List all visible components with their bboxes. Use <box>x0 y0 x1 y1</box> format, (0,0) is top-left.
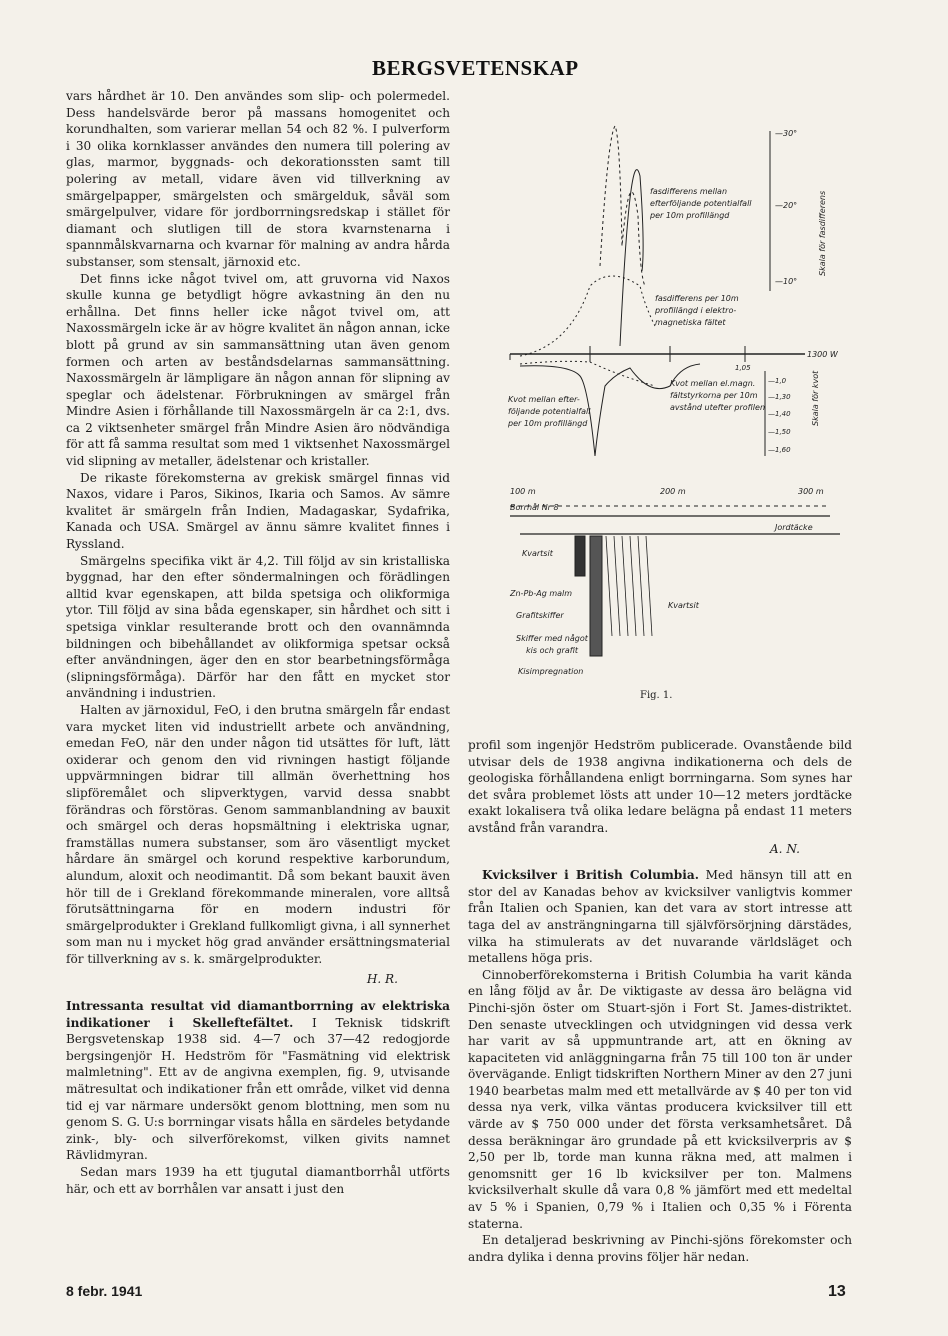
dist-100: 100 m <box>510 487 536 496</box>
tick-1-05: 1,05 <box>735 364 751 372</box>
borehole-label: Borrhål Nr 8 <box>510 503 559 512</box>
ore-body <box>590 536 602 656</box>
dist-200: 200 m <box>660 487 686 496</box>
figure-caption: Fig. 1. <box>640 690 673 701</box>
article-headline: Intressanta resultat vid diamantborrning av elektriska indikationer i Skelleftefältet. <box>66 999 450 1030</box>
article-lead: I Teknisk tidskrift Bergsvetenskap 1938 sid. 4—7 och 37—42 redogjorde bergsingenjör H. Hedström för "Fasmätning vid elektrisk malmletning". Ett av de angivna exemplen, fig. 9, utvisande mätresultat och indikationer från ett område, vilket vid denna tid ej var närmare undersökt genom blottning, men som nu genom S. G. U:s borrningar visats hålla en särdeles betydande zink-, bly- och silverförekomst, vilken givits namnet Rävlidmyran. <box>66 1015 450 1163</box>
paragraph: Cinnoberförekomsterna i British Columbia ha varit kända en lång följd av år. De viktigaste av dessa äro belägna vid Pinchi-sjön öster om Stuart-sjön i Fort St. James-distriktet. Den senaste utvecklingen och utvidgningen vid dessa verk har varit av så uppmuntrande art, att en ökning av kapaciteten vid anläggningarna från 75 till 100 ton är under övervägande. Enligt tidskriften Northern Miner av den 27 juni 1940 bearbetas malm med ett metallvärde av $ 40 per ton vid dessa nya verk, vilka väntas producera kvicksilver till ett värde av $ 750 000 under det första verksamhetsåret. Då dessa beräkningar äro grundade på ett kvicksilverpris av $ 2,50 per lb, torde man kunna räkna med, att malmen i genomsnitt ger 16 lb kvicksilver per ton. Malmens kvicksilverhalt skulle då vara 0,8 % jämfört med ett medeltal av 5 % i Spanien, 0,79 % i Italien och 0,35 % i Förenta staterna. <box>468 967 852 1231</box>
tick-1-30: —1,30 <box>768 393 791 401</box>
paragraph: Halten av järnoxidul, FeO, i den brutna smärgeln får endast vara mycket liten vid industriellt arbete och användning, emedan FeO, när den under någon tid utsättes för luft, lätt oxiderar och genom den vid rivningen hastigt följande uppvärmningen bidrar till allmän överhettning hos slipföremålet och slipverktygen, varvid dessa snabbt förändras och förstöras. Genom sammanblandning av bauxit och smärgel och deras hopsmältning i elektriska ugnar, framställas numera substanser, som äro väsentligt mycket hårdare än smärgel och korund respektive karborundum, alundum, aloxit och neodimantit. Då som bekant bauxit även hör till de i Grekland förekommande mineralen, vore alltså förutsättningarna för en modern industri för smärgelprodukter i Grekland fullkomligt givna, i all synnerhet som man nu i mycket hög grad använder ersättningsmaterial för tillverkning av s. k. smärgelprodukter. <box>66 702 450 966</box>
mid-label-3: magnetiska fältet <box>655 318 726 327</box>
ore-label: Zn-Pb-Ag malm <box>510 589 573 598</box>
slate-label-1: Skiffer med något <box>516 634 588 643</box>
graphite-slate-hatch <box>606 536 652 636</box>
ratio-right-1: Kvot mellan el.magn. <box>670 379 756 388</box>
issue-date: 8 febr. 1941 <box>66 1283 143 1299</box>
mid-label-1: fasdifferens per 10m <box>655 294 739 303</box>
tick-1-60: —1,60 <box>768 446 791 454</box>
left-column <box>66 88 450 1197</box>
page-number: 13 <box>828 1283 846 1300</box>
tick-1-0: —1,0 <box>768 377 787 385</box>
article-lead: Med hänsyn till att en stor del av Kanadas behov av kvicksilver vanligtvis kommer från Italien och Spanien, kan det vara av stort intresse att taga del av ansträngningarna till självförsörjning därstädes, vilka ha stimulerats av det nuvarande världsläget och metallens höga pris. <box>468 868 852 966</box>
tick-1-50: —1,50 <box>768 428 791 436</box>
slate-label-2: kis och grafit <box>526 646 579 655</box>
upper-scale-label: Skala för fasdifferens <box>818 190 827 276</box>
ratio-left-3: per 10m profillängd <box>508 419 588 428</box>
signature: H. R. <box>366 972 398 987</box>
right-column <box>468 737 852 1265</box>
phase-label-1: fasdifferens mellan <box>650 187 728 196</box>
geophysical-diagram <box>480 96 860 696</box>
tick-10: —10° <box>775 277 798 286</box>
ratio-left-1: Kvot mellan efter- <box>508 395 580 404</box>
ore-body <box>575 536 585 576</box>
quartzite-left-label: Kvartsit <box>522 549 553 558</box>
paragraph: Det finns icke något tvivel om, att gruvorna vid Naxos skulle kunna ge betydligt högre avkastning än den nu erhållna. Det finns heller icke något tvivel om, att Naxossmärgeln icke är av högre kvalitet än någon annan, icke blott på grund av sin sammansättning utan även genom formen och arten av beståndsdelarnas sammansättning. Naxossmärgeln är lämpligare än någon annan för slipning av speglar och ädelstenar. Förbrukningen av smärgel från Mindre Asien i förhållande till Naxossmärgeln är ca 2:1, dvs. ca 2 viktsenheter smärgel från Mindre Asien äro nödvändiga för att få samma resultat som med 1 viktsenhet Naxossmärgel vid slipning av metaller, ädelstenar och kristaller. <box>66 271 450 469</box>
paragraph: profil som ingenjör Hedström publicerade. Ovanstående bild utvisar dels de 1938 angivna indikationerna och dels de geologiska förhållandena enligt borrningarna. Som synes har det svåra problemet lösts att under 10—12 meters jordtäcke exakt lokalisera två olika ledare belägna på endast 11 meters avstånd från varandra. <box>468 738 852 835</box>
paragraph: Smärgelns specifika vikt är 4,2. Till följd av sin kristalliska byggnad, har den efter söndermalningen och förädlingen alltid kvar egenskapen, att bilda spetsiga och olikformiga ytor. Till följd av sina båda egenskaper, sin hårdhet och sitt i spetsiga vinklar resulterande brott och den ovannämnda bildningen och bibehållandet av olikformiga spetsar också efter användningen, äger den en stor bearbetningsförmåga (slipningsförmåga). Därför har den fått en mycket stor användning i industrien. <box>66 553 450 701</box>
tick-30: —30° <box>775 129 798 138</box>
journal-header: BERGSVETENSKAP <box>372 56 579 80</box>
paragraph: Sedan mars 1939 ha ett tjugutal diamantborrhål utförts här, och ett av borrhålen var ansatt i just den <box>66 1165 450 1196</box>
signature: A. N. <box>769 841 800 856</box>
quartzite-right-label: Kvartsit <box>668 601 699 610</box>
ratio-right-2: fältstyrkorna per 10m <box>670 391 758 400</box>
phase-field-curve <box>520 276 655 356</box>
article-headline: Kvicksilver i British Columbia. <box>482 868 699 883</box>
mid-label-2: profillängd i elektro- <box>655 306 737 315</box>
phase-curve-dashed <box>600 126 645 286</box>
figure-1 <box>480 96 860 696</box>
paragraph: De rikaste förekomsterna av grekisk smärgel finnas vid Naxos, vidare i Paros, Sikinos, Ikaria och Samos. Av sämre kvalitet är smärgeln från Indien, Madagaskar, Sydafrika, Kanada och USA. Smärgel av ännu sämre kvalitet finnes i Ryssland. <box>66 470 450 552</box>
phase-curve-solid <box>620 170 643 346</box>
paragraph: vars hårdhet är 10. Den användes som slip- och polermedel. Dess handelsvärde beror på massans homogenitet och korundhalten, som varierar mellan 54 och 82 %. I pulverform i 30 olika kornklasser användes den numera till polering av glas, marmor, byggnads- och dekorationssten samt till polering av metall, vidare även vid tillverkning av smärgelpapper, smärgelsten och smärgelduk, såväl som smärgelpulver, vidare för jordborrningsredskap i stället för diamant och slutligen till de stora kvarnstenarna i spannmålskvarnarna och kvarnar för malning av andra hårda substanser, som stensalt, järnoxid etc. <box>66 89 450 269</box>
ratio-right-3: avstånd utefter profilen <box>670 403 766 412</box>
soil-label: Jordtäcke <box>775 523 813 532</box>
article-paragraph <box>468 867 852 967</box>
tick-1-40: —1,40 <box>768 410 791 418</box>
paragraph: En detaljerad beskrivning av Pinchi-sjöns förekomster och andra dylika i denna provins följer här nedan. <box>468 1233 852 1264</box>
axis-1300: 1300 W <box>807 350 838 359</box>
phase-label-2: efterföljande potentialfall <box>650 199 752 208</box>
ratio-left-2: följande potentialfall <box>508 407 591 416</box>
dist-300: 300 m <box>798 487 824 496</box>
phase-label-3: per 10m profillängd <box>650 211 730 220</box>
silica-label: Kisimpregnation <box>518 667 584 676</box>
lower-scale-label: Skala för kvot <box>811 370 820 426</box>
article-paragraph <box>66 998 450 1164</box>
graphite-slate-label: Grafitskiffer <box>516 611 564 620</box>
tick-20: —20° <box>775 201 798 210</box>
